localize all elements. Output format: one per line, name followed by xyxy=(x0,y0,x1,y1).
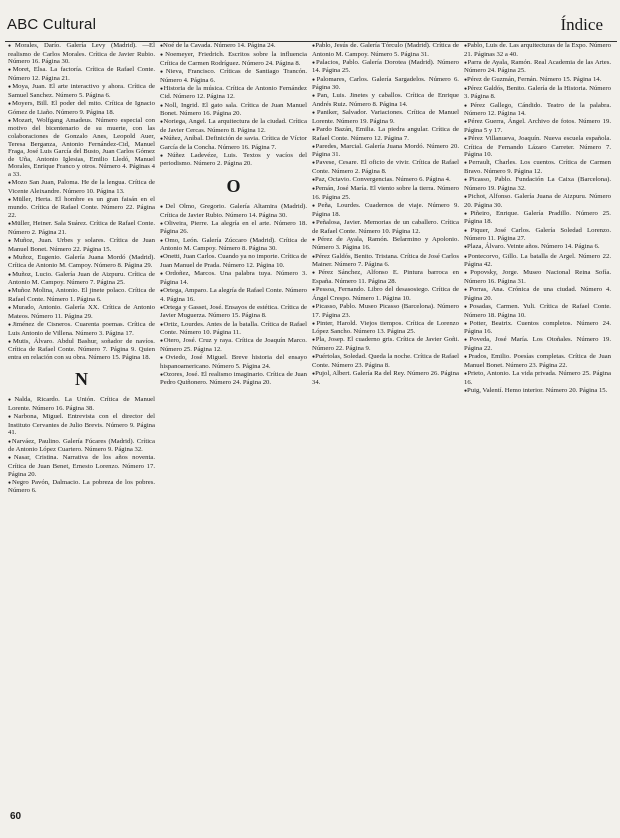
index-entry: ● Puértolas, Soledad. Queda la noche. Crítica de Rafael Conte. Número 23. Página 8. xyxy=(312,353,459,369)
index-entry: ● Pessoa, Fernando. Libro del desasosiego. Crítica de Ángel Crespo. Número 1. Página 10. xyxy=(312,286,459,302)
index-entry: ● Pérez de Guzmán, Fernán. Número 15. Página 14. xyxy=(464,76,611,85)
index-entry: ● Ordoñez, Marcos. Una palabra tuya. Número 3. Página 14. xyxy=(160,270,307,286)
section-letter: N xyxy=(75,369,88,390)
index-entry: ● Noemeyer, Friedrich. Escritos sobre la influencia Crítica de Carmen Rodríguez. Número 24. Página 8. xyxy=(160,51,307,67)
index-entry: ● Palomares, Carlos. Galería Sargadelos. Número 6. Página 30. xyxy=(312,76,459,92)
index-entry: ● Perrault, Charles. Los cuentos. Crítica de Carmen Bravo. Número 9. Página 12. xyxy=(464,159,611,175)
index-entry: ● Porras, Ana. Crónica de una ciudad. Número 4. Página 20. xyxy=(464,286,611,302)
index-entry: ● Nasar, Cristina. Narrativa de los años noventa. Crítica de Juan Benet, Ernesto Lorenzo. Número 17. Página 20. xyxy=(8,454,155,478)
index-entry: ● Oliveira, Pierre. La alegría en el arte. Número 18. Página 26. xyxy=(160,220,307,236)
index-entry: ● Pujol, Albert. Galería Ra del Rey. Número 26. Página 34. xyxy=(312,370,459,386)
index-entry: ● Paredes, Marcial. Galería Juana Mordó. Número 20. Página 31. xyxy=(312,143,459,159)
index-column-1 xyxy=(8,42,155,830)
index-entry: ● Omo, León. Galería Zúccaro (Madrid). Crítica de Antonio M. Campoy. Número 8. Página 30. xyxy=(160,237,307,253)
index-entry: ● Muñoz, Juan. Urbes y solares. Crítica de Juan Manuel Bonet. Número 22. Página 15. xyxy=(8,237,155,253)
index-entry: ● Del Olmo, Gregorio. Galería Altamira (Madrid). Crítica de Javier Rubio. Número 14. Página 30. xyxy=(160,203,307,219)
index-entry: ● Prados, Emilio. Poesías completas. Crítica de Juan Manuel Bonet. Número 23. Página 22. xyxy=(464,353,611,369)
index-entry: ● Jiménez de Cisneros. Cuarenta poemas. Crítica de Luis Antonio de Villena. Número 3. Página 17. xyxy=(8,321,155,337)
index-entry: ● Mutis, Álvaro. Abdul Bashur, soñador de navíos. Crítica de Rafael Conte. Número 7. Página 9. Quien entra en relación con su obra. Número 15. Página 18. xyxy=(8,338,155,362)
index-entry: ● Picasso, Pablo. Museo Picasso (Barcelona). Número 17. Página 23. xyxy=(312,303,459,319)
index-entry: ● Muñoz Molina, Antonio. El jinete polaco. Crítica de Rafael Conte. Número 1. Página 6. xyxy=(8,287,155,303)
index-entry: ● Pérez Guerra, Ángel. Archivo de fotos. Número 19. Página 5 y 17. xyxy=(464,118,611,134)
index-entry: ● Noé de la Cavada. Número 14. Página 24. xyxy=(160,42,307,51)
index-entry: ● Paz, Octavio. Convergencias. Número 6. Página 4. xyxy=(312,176,459,185)
index-entry: ● Prieto, Antonio. La vida privada. Número 25. Página 16. xyxy=(464,370,611,386)
index-entry: ● Plaza, Álvaro. Veinte años. Número 14. Página 6. xyxy=(464,243,611,252)
index-entry: ● Núñez, Aníbal. Definición de savia. Crítica de Víctor García de la Concha. Número 16. Página 7. xyxy=(160,135,307,151)
index-columns xyxy=(8,42,612,830)
index-entry: ● Núñez Ladevéze, Luis. Textos y vacíos del periodismo. Número 2. Página 20. xyxy=(160,152,307,168)
index-entry: ● Pérez Galdós, Benito. Galería de la Historia. Número 3. Página 8. xyxy=(464,85,611,101)
index-entry: ● Pan, Luis. Jinetes y caballos. Crítica de Enrique Andrés Ruiz. Número 8. Página 14. xyxy=(312,92,459,108)
index-title: Índice xyxy=(560,15,603,34)
index-entry: ● Pérez Sánchez, Alfonso E. Pintura barroca en España. Número 11. Página 28. xyxy=(312,269,459,285)
index-entry: ● Moyers, Bill. El poder del mito. Crítica de Ignacio Gómez de Liaño. Número 9. Página 18. xyxy=(8,100,155,116)
index-entry: ● Negro Pavón, Dalmacio. La pobreza de los pobres. Número 6. xyxy=(8,479,155,495)
index-column-3 xyxy=(312,42,459,830)
index-entry: ● Historia de la música. Crítica de Antonio Fernández Cid. Número 12. Página 12. xyxy=(160,85,307,101)
index-entry: ● Potter, Beatrix. Cuentos completos. Número 24. Página 16. xyxy=(464,320,611,336)
index-entry: ● Picasso, Pablo. Fundación La Caixa (Barcelona). Número 19. Página 32. xyxy=(464,176,611,192)
index-entry: ● Pablo, Jesús de. Galería Tórculo (Madrid). Crítica de Antonio M. Campoy. Número 5. Página 31. xyxy=(312,42,459,58)
index-entry: ● Pérez Villanueva, Joaquín. Nueva escuela española. Crítica de Fernando Lázaro Carreter. Número 7. Página 10. xyxy=(464,135,611,159)
index-entry: ● Onetti, Juan Carlos. Cuando ya no importe. Crítica de Juan Manuel de Prada. Número 12. Página 10. xyxy=(160,253,307,269)
index-entry: ● Ortega y Gasset, José. Ensayos de estética. Crítica de Javier Muguerza. Número 15. Página 8. xyxy=(160,304,307,320)
index-entry: ● Noriega, Angel. La arquitectura de la ciudad. Crítica de Javier Cercas. Número 8. Página 12. xyxy=(160,118,307,134)
index-entry: ● Nalda, Ricardo. La Unión. Crítica de Manuel Lorente. Número 16. Página 38. xyxy=(8,396,155,412)
page-number: 60 xyxy=(10,811,22,822)
section-letter: O xyxy=(226,176,241,197)
index-entry: ● Palacios, Pablo. Galería Dorotea (Madrid). Número 14. Página 25. xyxy=(312,59,459,75)
index-entry: ● Pemán, José María. El viento sobre la tierra. Número 16. Página 25. xyxy=(312,185,459,201)
index-entry: ● Pinter, Harold. Viejos tiempos. Crítica de Lorenzo López Sancho. Número 13. Página 25. xyxy=(312,320,459,336)
index-entry: ● Pablo, Luis de. Las arquitecturas de la Expo. Número 21. Páginas 32 a 40. xyxy=(464,42,611,58)
index-entry: ● Moret, Elsa. La factoría. Crítica de Rafael Conte. Número 12. Página 21. xyxy=(8,66,155,82)
index-entry: ● Mozart, Wolfgang Amadeus. Número especial con motivo del bicentenario de su muerte, con las colaboraciones de Gonzalo Anes, Leopold Auer, Teresa Berganza, Antonio Fernández-Cid, Manuel Fraga, José Luis García del Busto, Juan Carlos Gómez de Uña, Antonio Iglesias, Emilio Lledó, Manuel Morales, Enrique Franco y otros. Número 4. Páginas 4 a 33. xyxy=(8,117,155,179)
index-entry: ● Mozo San Juan, Paloma. He de la lengua. Crítica de Vicente Aleixandre. Número 10. Página 13. xyxy=(8,179,155,195)
index-entry: ● Posadas, Carmen. Yuli. Crítica de Rafael Conte. Número 18. Página 10. xyxy=(464,303,611,319)
index-entry: ● Nieva, Francisco. Críticas de Santiago Trancón. Número 4. Página 6. xyxy=(160,68,307,84)
index-entry: ● Paniker, Salvador. Variaciones. Crítica de Manuel Lorente. Número 19. Página 9. xyxy=(312,109,459,125)
index-entry: ● Parra de Ayala, Ramón. Real Academia de las Artes. Número 24. Página 25. xyxy=(464,59,611,75)
index-entry: ● Morales, Darío. Galería Levy (Madrid). —El realismo de Carlos Morales. Crítica de Javier Rubio. Número 16. Página 30. xyxy=(8,42,155,66)
page-header xyxy=(5,4,609,38)
index-entry: ● Piñeiro, Enrique. Galería Pradillo. Número 25. Página 18. xyxy=(464,210,611,226)
index-entry: ● Pla, Josep. El cuaderno gris. Crítica de Javier Goñi. Número 22. Página 9. xyxy=(312,336,459,352)
index-entry: ● Ortiz, Lourdes. Antes de la batalla. Crítica de Rafael Conte. Número 10. Página 11. xyxy=(160,321,307,337)
index-entry: ● Puig, Valentí. Hemo interior. Número 20. Página 15. xyxy=(464,387,611,396)
index-entry: ● Murado, Antonio. Galería XX. Crítica de Antonio Mateos. Número 11. Página 29. xyxy=(8,304,155,320)
index-entry: ● Pérez Gallego, Cándido. Teatro de la palabra. Número 12. Página 14. xyxy=(464,102,611,118)
index-entry: ● Otero, José. Cruz y raya. Crítica de Joaquín Marco. Número 25. Página 12. xyxy=(160,337,307,353)
section-title: ABC Cultural xyxy=(7,16,97,33)
index-entry: ● Ortega, Amparo. La alegría de Rafael Conte. Número 4. Página 16. xyxy=(160,287,307,303)
index-entry: ● Pardo Bazán, Emilia. La piedra angular. Crítica de Rafael Conte. Número 12. Página 7. xyxy=(312,126,459,142)
index-entry: ● Müller, Herta. El hombre es un gran faisán en el mundo. Crítica de Rafael Conte. Número 22. Página 22. xyxy=(8,196,155,220)
index-entry: ● Müller, Heiner. Sala Suárez. Crítica de Rafael Conte. Número 2. Página 21. xyxy=(8,220,155,236)
index-entry: ● Ozores, José. El realismo imaginario. Crítica de Juan Pedro Quiñonero. Número 24. Página 20. xyxy=(160,371,307,387)
index-entry: ● Pérez Galdós, Benito. Tristana. Crítica de José Carlos Mainer. Número 7. Página 6. xyxy=(312,253,459,269)
index-entry: ● Moya, Juan. El arte interactivo y ahora. Crítica de Samuel Sanchez. Número 5. Página 6. xyxy=(8,83,155,99)
index-entry: ● Noll, Ingrid. El gato sala. Crítica de Juan Manuel Bonet. Número 16. Página 20. xyxy=(160,102,307,118)
index-entry: ● Pontecorvo, Gillo. La batalla de Argel. Número 22. Página 42. xyxy=(464,253,611,269)
index-entry: ● Pérez de Ayala, Ramón. Belarmino y Apolonio. Número 3. Página 16. xyxy=(312,236,459,252)
index-entry: ● Poveda, José María. Los Otoñales. Número 19. Página 22. xyxy=(464,336,611,352)
index-entry: ● Popovsky, Jorge. Museo Nacional Reina Sofía. Número 16. Página 31. xyxy=(464,269,611,285)
index-entry: ● Muñoz, Eugenio. Galería Juana Mordó (Madrid). Crítica de Antonio M. Campoy. Número 8. Página 29. xyxy=(8,254,155,270)
index-entry: ● Piquer, José Carlos. Galería Soledad Lorenzo. Número 11. Página 27. xyxy=(464,227,611,243)
index-entry: ● Peñalosa, Javier. Memorias de un caballero. Crítica de Rafael Conte. Número 10. Página 12. xyxy=(312,219,459,235)
index-entry: ● Peña, Lourdes. Cuadernos de viaje. Número 9. Página 18. xyxy=(312,202,459,218)
index-entry: ● Oviedo, José Miguel. Breve historia del ensayo hispanoamericano. Número 5. Página 24. xyxy=(160,354,307,370)
index-column-2 xyxy=(160,42,307,830)
index-entry: ● Muñoz, Lucio. Galería Juan de Aizpuru. Crítica de Antonio M. Campoy. Número 7. Página 25. xyxy=(8,271,155,287)
index-entry: ● Narbona, Miguel. Entrevista con el director del Instituto Cervantes de Julio Brevis. Número 9. Página 41. xyxy=(8,413,155,437)
index-entry: ● Narváez, Paulino. Galería Fúcares (Madrid). Crítica de Antonio López Cuartero. Número 9. Página 32. xyxy=(8,438,155,454)
index-column-4 xyxy=(464,42,611,830)
index-entry: ● Pichot, Alfonso. Galería Juana de Aizpuru. Número 20. Página 30. xyxy=(464,193,611,209)
index-entry: ● Pavese, Cesare. El oficio de vivir. Crítica de Rafael Conte. Número 2. Página 8. xyxy=(312,159,459,175)
